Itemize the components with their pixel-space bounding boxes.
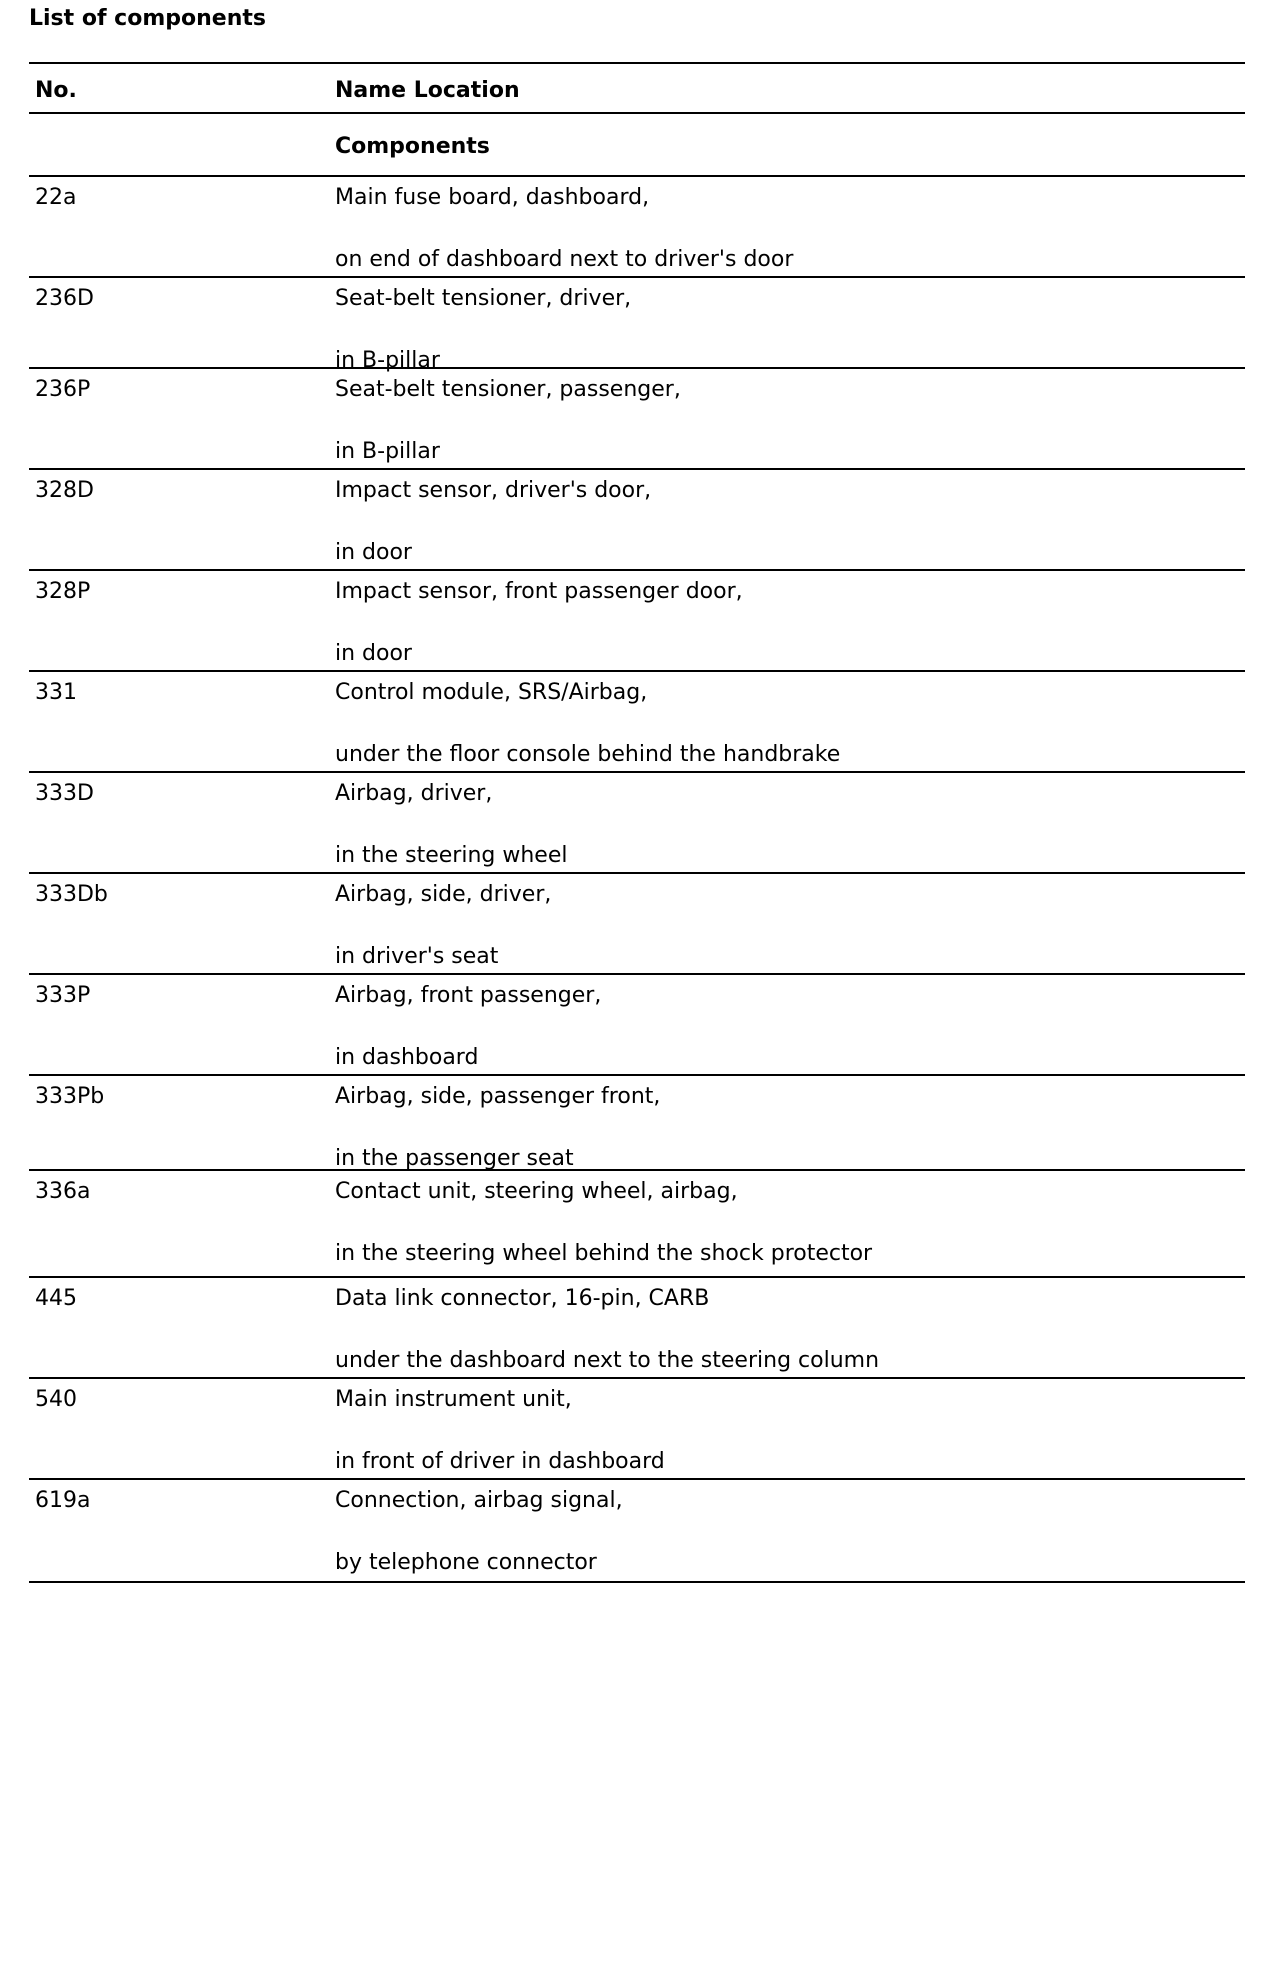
component-number: 236P bbox=[35, 377, 91, 402]
component-number: 333Db bbox=[35, 882, 108, 907]
component-name: Control module, SRS/Airbag, bbox=[335, 680, 648, 705]
component-number: 328P bbox=[35, 579, 91, 604]
component-name: Seat-belt tensioner, driver, bbox=[335, 286, 632, 311]
component-name: Seat-belt tensioner, passenger, bbox=[335, 377, 681, 402]
component-name: Airbag, driver, bbox=[335, 781, 493, 806]
table-row bbox=[29, 470, 1245, 569]
component-number: 333Pb bbox=[35, 1084, 105, 1109]
component-location: in front of driver in dashboard bbox=[335, 1449, 665, 1474]
table-bottom-rule bbox=[29, 1581, 1245, 1583]
components-table bbox=[29, 62, 1245, 1583]
component-location: under the dashboard next to the steering column bbox=[335, 1348, 880, 1373]
table-header-row bbox=[29, 64, 1245, 112]
table-row bbox=[29, 773, 1245, 872]
component-location: in door bbox=[335, 641, 412, 666]
table-row bbox=[29, 177, 1245, 276]
table-row bbox=[29, 1076, 1245, 1169]
component-name: Main instrument unit, bbox=[335, 1387, 572, 1412]
component-number: 22a bbox=[35, 185, 77, 210]
header-name-location: Name Location bbox=[335, 78, 520, 103]
table-row bbox=[29, 1278, 1245, 1377]
component-location: in the steering wheel behind the shock protector bbox=[335, 1241, 873, 1266]
component-number: 333P bbox=[35, 983, 91, 1008]
component-location: in door bbox=[335, 540, 412, 565]
component-number: 236D bbox=[35, 286, 94, 311]
component-location: in the passenger seat bbox=[335, 1146, 574, 1171]
component-name: Main fuse board, dashboard, bbox=[335, 185, 650, 210]
table-row bbox=[29, 975, 1245, 1074]
component-number: 331 bbox=[35, 680, 77, 705]
component-location: in driver's seat bbox=[335, 944, 499, 969]
section-label: Components bbox=[335, 134, 490, 159]
component-name: Connection, airbag signal, bbox=[335, 1488, 623, 1513]
component-name: Data link connector, 16-pin, CARB bbox=[335, 1286, 710, 1311]
component-number: 336a bbox=[35, 1179, 91, 1204]
component-number: 445 bbox=[35, 1286, 77, 1311]
component-number: 540 bbox=[35, 1387, 77, 1412]
component-number: 333D bbox=[35, 781, 94, 806]
component-name: Airbag, front passenger, bbox=[335, 983, 602, 1008]
component-name: Airbag, side, passenger front, bbox=[335, 1084, 661, 1109]
component-name: Contact unit, steering wheel, airbag, bbox=[335, 1179, 738, 1204]
component-number: 328D bbox=[35, 478, 94, 503]
table-row bbox=[29, 1171, 1245, 1276]
component-location: in dashboard bbox=[335, 1045, 479, 1070]
section-row bbox=[29, 114, 1245, 175]
component-location: in B-pillar bbox=[335, 439, 440, 464]
component-name: Airbag, side, driver, bbox=[335, 882, 552, 907]
header-no: No. bbox=[35, 78, 77, 103]
table-row bbox=[29, 278, 1245, 373]
table-row bbox=[29, 1379, 1245, 1478]
document-title: List of components bbox=[29, 6, 266, 31]
component-location: by telephone connector bbox=[335, 1550, 597, 1575]
component-name: Impact sensor, driver's door, bbox=[335, 478, 652, 503]
table-row bbox=[29, 874, 1245, 973]
component-location: in B-pillar bbox=[335, 348, 440, 373]
component-location: under the floor console behind the handbrake bbox=[335, 742, 841, 767]
component-number: 619a bbox=[35, 1488, 91, 1513]
table-row bbox=[29, 369, 1245, 468]
table-row bbox=[29, 1480, 1245, 1581]
table-row bbox=[29, 672, 1245, 771]
component-location: in the steering wheel bbox=[335, 843, 568, 868]
component-name: Impact sensor, front passenger door, bbox=[335, 579, 743, 604]
table-row bbox=[29, 571, 1245, 670]
component-location: on end of dashboard next to driver's door bbox=[335, 247, 794, 272]
